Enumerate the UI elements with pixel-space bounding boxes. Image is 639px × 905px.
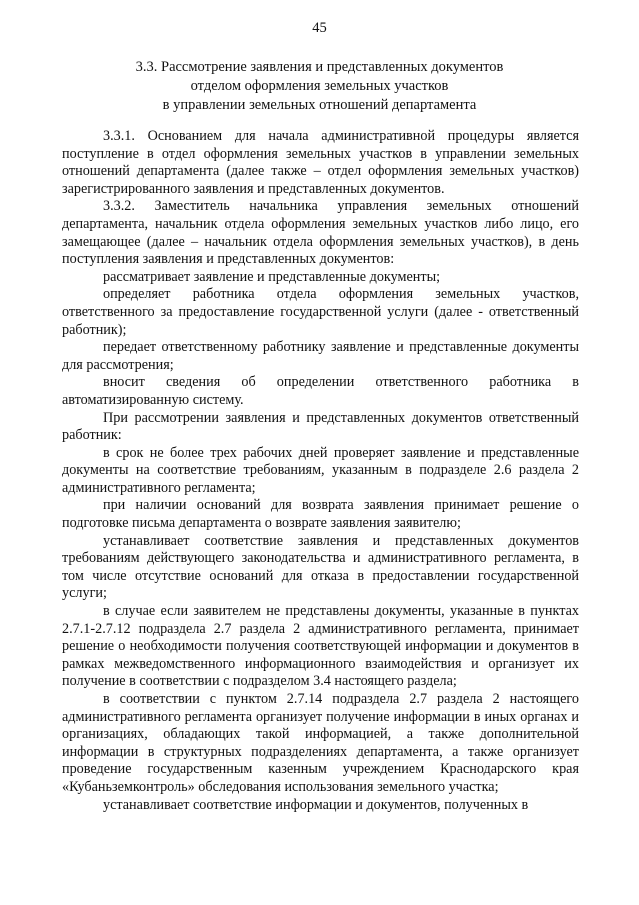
document-body (62, 128, 579, 814)
paragraph: устанавливает соответствие заявления и представленных документов требованиям действующего законодательства и административного регламента, в том числе отсутствие оснований для отказа в предоставлении государственной услуги; (62, 532, 579, 602)
paragraph: рассматривает заявление и представленные документы; (103, 268, 441, 285)
heading-line: 3.3. Рассмотрение заявления и представленных документов (135, 59, 504, 75)
paragraph: При рассмотрении заявления и представленных документов ответственный работник: (62, 409, 579, 444)
paragraph: 3.3.2. Заместитель начальника управления земельных отношений департамента, начальник отдела оформления земельных участков либо лицо, его замещающее (далее – начальник отдела оформления земельных участков), в день поступления заявления и представленных документов: (62, 198, 579, 268)
paragraph: при наличии оснований для возврата заявления принимает решение о подготовке письма департамента о возврате заявления заявителю; (62, 497, 579, 532)
heading-line: в управлении земельных отношений департамента (162, 97, 477, 113)
paragraph: 3.3.1. Основанием для начала административной процедуры является поступление в отдел оформления земельных участков в управлении земельных отношений департамента (далее также – отдел оформления земельных участков) зарегистрированного заявления и представленных документов. (62, 128, 579, 197)
paragraph: в случае если заявителем не представлены документы, указанные в пунктах 2.7.1-2.7.12 подраздела 2.7 раздела 2 административного регламента, принимает решение о необходимости получения соответствующей информации и документов в рамках межведомственного информационного взаимодействия и организует их получение в соответствии с подразделом 3.4 настоящего раздела; (62, 603, 579, 690)
paragraph: вносит сведения об определении ответственного работника в автоматизированную систему. (62, 374, 579, 408)
paragraph: передает ответственному работнику заявление и представленные документы для рассмотрения; (62, 339, 579, 373)
paragraph: в соответствии с пунктом 2.7.14 подраздела 2.7 раздела 2 настоящего административного регламента организует получение информации в иных органах и организациях, обладающих такой информацией, а также дополнительной информации в структурных подразделениях департамента, а также организует проведение государственным казенным учреждением Краснодарского края «Кубаньземконтроль» обследования использования земельного участка; (62, 691, 579, 795)
paragraph: в срок не более трех рабочих дней проверяет заявление и представленные документы на соответствие требованиям, указанным в подразделе 2.6 раздела 2 административного регламента; (62, 444, 579, 496)
heading-line: отделом оформления земельных участков (190, 78, 449, 94)
page-number: 45 (312, 20, 327, 36)
paragraph: определяет работника отдела оформления земельных участков, ответственного за предоставление государственной услуги (далее - ответственный работник); (62, 286, 579, 338)
section-heading (60, 58, 579, 115)
paragraph: устанавливает соответствие информации и документов, полученных в (103, 796, 529, 813)
